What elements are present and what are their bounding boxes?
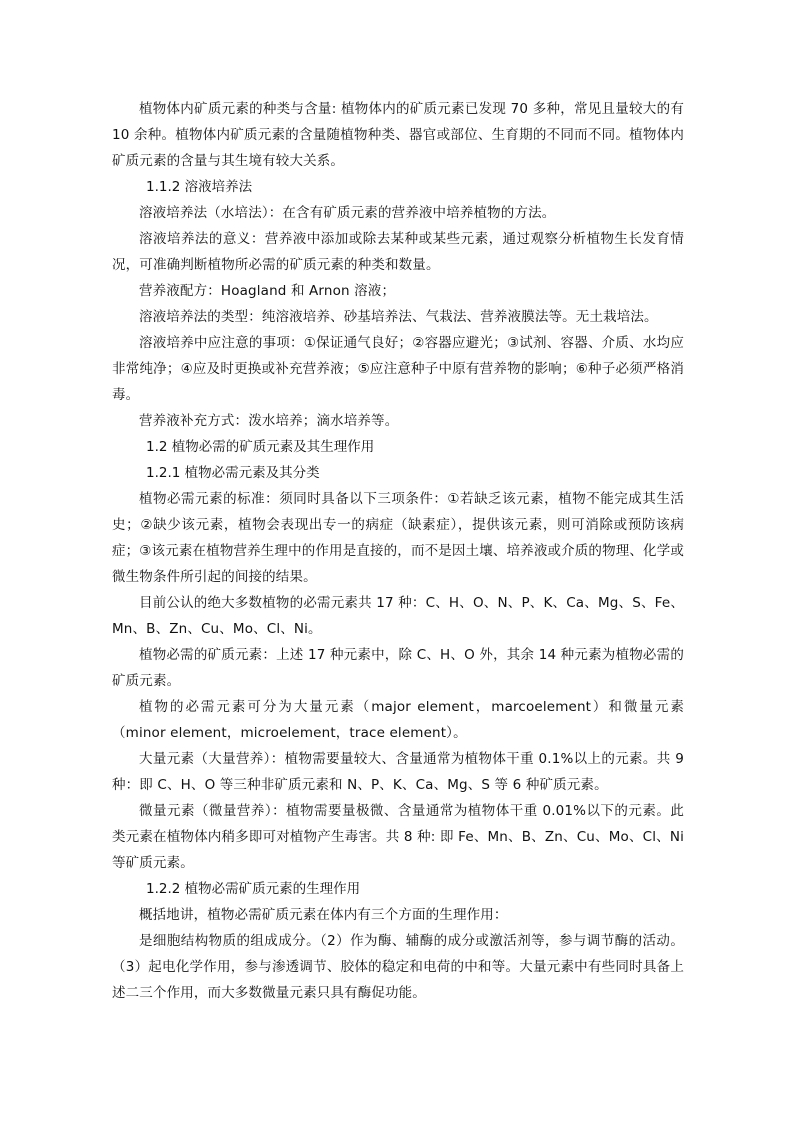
paragraph-micronutrients: 微量元素（微量营养）：植物需要量极微、含量通常为植物体干重 0.01%以下的元素。此类元素在植物体内稍多即可对植物产生毒害。共 8 种: 即 Fe、Mn、B、Zn、Cu、Mo、Cl、Ni 等矿质元素。	[112, 803, 684, 871]
heading-1-2-1: 1.2.1 植物必需元素及其分类	[146, 465, 320, 481]
paragraph-14-mineral-elements: 植物必需的矿质元素：上述 17 种元素中，除 C、H、O 外，其余 14 种元素为植物必需的矿质元素。	[112, 647, 684, 689]
paragraph-physiological-roles: 是细胞结构物质的组成成分。（2）作为酶、辅酶的成分或激活剂等，参与调节酶的活动。（3）起电化学作用，参与渗透调节、胶体的稳定和电荷的中和等。大量元素中有些同时具备上述二三个作用，而大多数微量元素只具有酶促功能。	[112, 933, 684, 1001]
document-body	[112, 96, 684, 1006]
heading-1-2: 1.2 植物必需的矿质元素及其生理作用	[146, 439, 375, 455]
paragraph-solution-culture-meaning: 溶液培养法的意义：营养液中添加或除去某种或某些元素，通过观察分析植物生长发育情况，可准确判断植物所必需的矿质元素的种类和数量。	[112, 231, 684, 273]
paragraph-mineral-content: 植物体内矿质元素的种类与含量: 植物体内的矿质元素已发现 70 多种，常见且量较大的有 10 余种。植物体内矿质元素的含量随植物种类、器官或部位、生育期的不同而不同。植物体内矿质元素的含量与其生境有较大关系。	[112, 101, 684, 169]
paragraph-culture-notes: 溶液培养中应注意的事项：①保证通气良好；②容器应避光；③试剂、容器、介质、水均应非常纯净；④应及时更换或补充营养液；⑤应注意种子中原有营养物的影响；⑥种子必须严格消毒。	[112, 335, 684, 403]
paragraph-element-classes: 植物的必需元素可分为大量元素（major element，marcoelement）和微量元素（minor element，microelement，trace element）。	[112, 699, 684, 741]
paragraph-solution-culture-def: 溶液培养法（水培法）：在含有矿质元素的营养液中培养植物的方法。	[139, 205, 556, 221]
heading-1-1-2: 1.1.2 溶液培养法	[146, 179, 253, 195]
paragraph-culture-types: 溶液培养法的类型：纯溶液培养、砂基培养法、气栽法、营养液膜法等。无土栽培法。	[139, 309, 658, 325]
paragraph-physiological-summary: 概括地讲，植物必需矿质元素在体内有三个方面的生理作用：	[139, 907, 508, 923]
heading-1-2-2: 1.2.2 植物必需矿质元素的生理作用	[146, 881, 361, 897]
paragraph-essential-criteria: 植物必需元素的标准：须同时具备以下三项条件：①若缺乏该元素，植物不能完成其生活史；②缺少该元素，植物会表现出专一的病症（缺素症），提供该元素，则可消除或预防该病症；③该元素在植物营养生理中的作用是直接的，而不是因土壤、培养液或介质的物理、化学或微生物条件所引起的间接的结果。	[112, 491, 684, 585]
paragraph-17-elements: 目前公认的绝大多数植物的必需元素共 17 种：C、H、O、N、P、K、Ca、Mg、S、Fe、Mn、B、Zn、Cu、Mo、Cl、Ni。	[112, 595, 684, 637]
paragraph-macronutrients: 大量元素（大量营养）：植物需要量较大、含量通常为植物体干重 0.1%以上的元素。共 9 种：即 C、H、O 等三种非矿质元素和 N、P、K、Ca、Mg、S 等 6 种矿质元素。	[112, 751, 684, 793]
paragraph-nutrient-formula: 营养液配方：Hoagland 和 Arnon 溶液；	[139, 283, 396, 299]
paragraph-nutrient-supply: 营养液补充方式：泼水培养；滴水培养等。	[139, 413, 399, 429]
